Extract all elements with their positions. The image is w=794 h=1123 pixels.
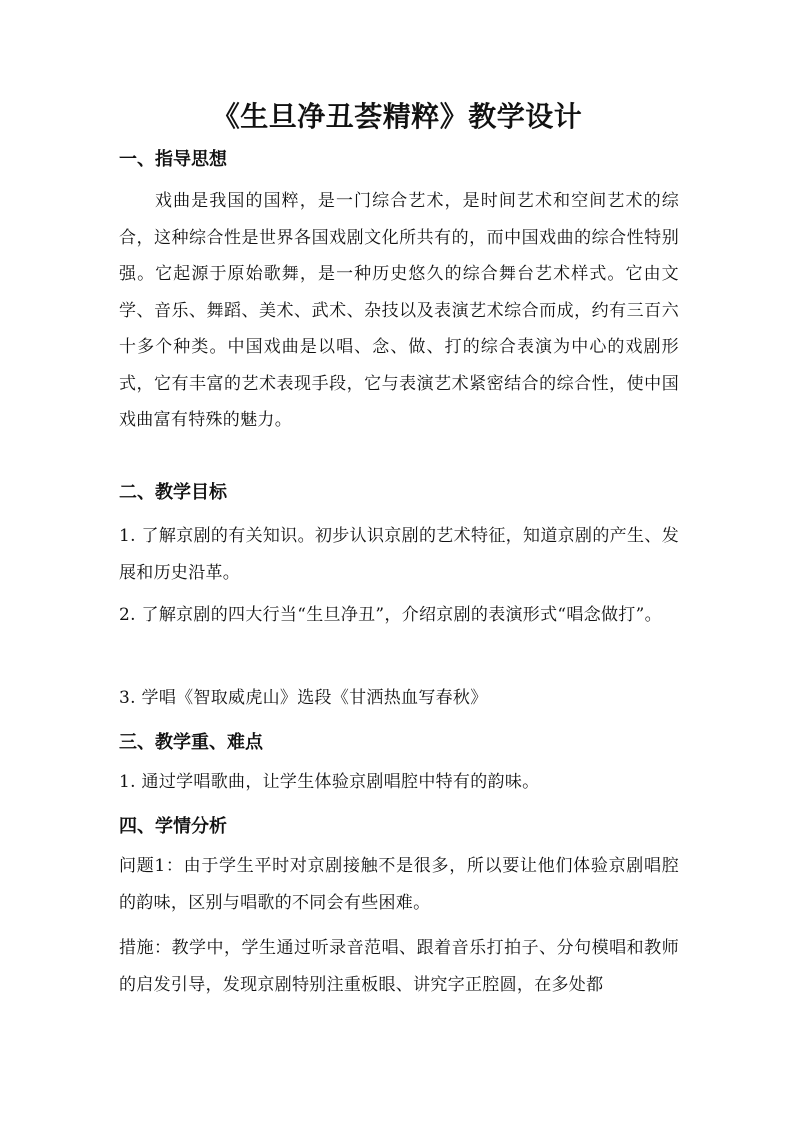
paragraph-key-point-1: 1. 通过学唱歌曲，让学生体验京剧唱腔中特有的韵味。 <box>119 772 540 792</box>
section-heading-guiding-ideology: 一、指导思想 <box>119 149 227 170</box>
paragraph-guiding-ideology: 戏曲是我国的国粹，是一门综合艺术，是时间艺术和空间艺术的综合，这种综合性是世界各国戏剧文化所共有的，而中国戏曲的综合性特别强。它起源于原始歌舞，是一种历史悠久的综合舞台艺术样式。它由文学、音乐、舞蹈、美术、武术、杂技以及表演艺术综合而成，约有三百六十多个种类。中国戏曲是以唱、念、做、打的综合表演为中心的戏剧形式，它有丰富的艺术表现手段，它与表演艺术紧密结合的综合性，使中国戏曲富有特殊的魅力。 <box>119 191 679 430</box>
document-title: 《生旦净丑荟精粹》教学设计 <box>211 100 583 133</box>
paragraph-goal-3: 3. 学唱《智取威虎山》选段《甘洒热血写春秋》 <box>119 688 488 708</box>
section-heading-teaching-goals: 二、教学目标 <box>119 482 227 503</box>
paragraph-goal-1: 1. 了解京剧的有关知识。初步认识京剧的艺术特征，知道京剧的产生、发展和历史沿革。 <box>119 526 679 583</box>
paragraph-goal-2: 2. 了解京剧的四大行当“生旦净丑”，介绍京剧的表演形式“唱念做打”。 <box>119 605 662 625</box>
section-heading-key-points: 三、教学重、难点 <box>119 732 263 753</box>
paragraph-measures: 措施：教学中，学生通过听录音范唱、跟着音乐打拍子、分句模唱和教师的启发引导，发现京剧特别注重板眼、讲究字正腔圆，在多处都 <box>119 938 679 995</box>
paragraph-problem-1: 问题1：由于学生平时对京剧接触不是很多，所以要让他们体验京剧唱腔的韵味，区别与唱歌的不同会有些困难。 <box>119 856 679 913</box>
section-heading-learning-analysis: 四、学情分析 <box>119 816 227 837</box>
